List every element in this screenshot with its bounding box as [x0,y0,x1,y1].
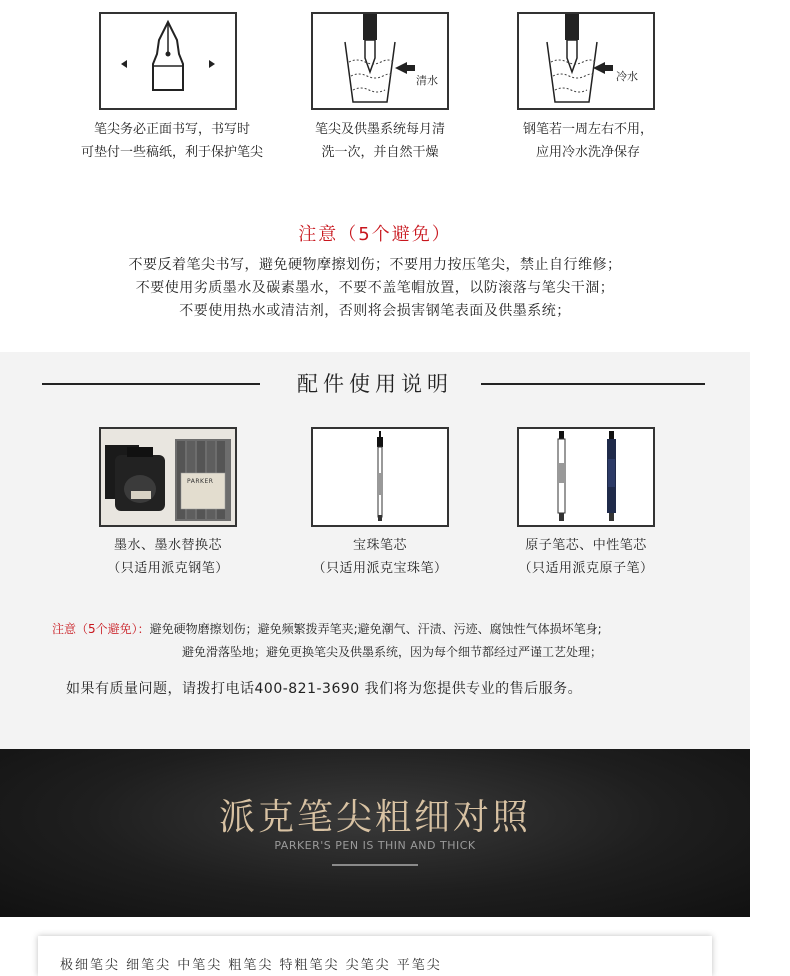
accessory-caption-3 [476,534,696,580]
nib-front-illustration [99,12,237,110]
notice-text: 避免硬物磨擦划伤；避免频繁拨弄笔夹;避免潮气、汗渍、污迹、腐蚀性气体损坏笔身; [149,622,602,636]
banner-subtitle: PARKER'S PEN IS THIN AND THICK [274,839,476,852]
water-cup-icon [519,14,653,108]
notice-lines [0,254,750,323]
accessory-caption-2 [270,534,490,580]
nib-size-card [38,936,712,976]
notice-label: 注意（5个避免）： [52,622,150,636]
ballpoint-gel-refill-image [517,427,655,527]
clean-water-illustration [311,12,449,110]
caption-line: （只适用派克钢笔） [107,561,229,576]
accessories-section [0,352,750,749]
notice-line: 不要反着笔尖书写，避免硬物摩擦划伤；不要用力按压笔尖，禁止自行维修； [128,257,622,273]
caption-line: 原子笔芯、中性笔芯 [525,538,647,553]
accessory-caption-1 [58,534,278,580]
cold-water-illustration [517,12,655,110]
rollerball-refill-image [311,427,449,527]
care-caption-3 [478,118,698,164]
caption-line: （只适用派克宝珠笔） [312,561,448,576]
refill-icon [313,429,447,525]
cold-water-label: 冷水 [616,70,638,83]
pen-nib-icon [101,14,235,108]
caption-line: （只适用派克原子笔） [518,561,654,576]
caption-line: 可垫付一些稿纸，利于保护笔尖 [80,145,263,160]
caption-line: 墨水、墨水替换芯 [113,538,222,553]
caption-line: 应用冷水洗净保存 [535,145,640,160]
notice-line: 不要使用劣质墨水及碳素墨水，不要不盖笔帽放置，以防滚落与笔尖干涸； [135,280,615,296]
banner-title: 派克笔尖粗细对照 [218,797,531,838]
refill-icon [519,429,653,525]
notice-title: 注意（5个避免） [298,224,452,245]
nib-size-labels: 极细笔尖 细笔尖 中笔尖 粗笔尖 特粗笔尖 尖笔尖 平笔尖 [60,958,442,973]
service-phone-text: 如果有质量问题，请拨打电话400-821-3690 我们将为您提供专业的售后服务。 [66,681,583,697]
caption-line: 宝珠笔芯 [352,538,407,553]
care-caption-2 [270,118,490,164]
caption-line: 笔尖及供墨系统每月清 [314,122,445,137]
care-caption-1 [62,118,282,164]
caption-line: 笔尖务必正面书写，书写时 [93,122,250,137]
caption-line: 钢笔若一周左右不用， [522,122,653,137]
ink-bottle-icon [101,429,235,525]
clean-water-label: 清水 [416,74,438,87]
ink-product-image [99,427,237,527]
accessories-notice [52,618,732,664]
notice-line: 不要使用热水或清洁剂，否则将会损害钢笔表面及供墨系统； [179,303,571,319]
accessories-title: 配件使用说明 [297,372,453,396]
brand-label: PARKER [187,478,214,485]
water-cup-icon [313,14,447,108]
nib-comparison-banner [0,749,750,917]
caption-line: 洗一次，并自然干燥 [321,145,439,160]
notice-text: 避免滑落坠地；避免更换笔尖及供墨系统，因为每个细节都经过严谨工艺处理； [182,645,603,659]
banner-divider [332,864,418,866]
